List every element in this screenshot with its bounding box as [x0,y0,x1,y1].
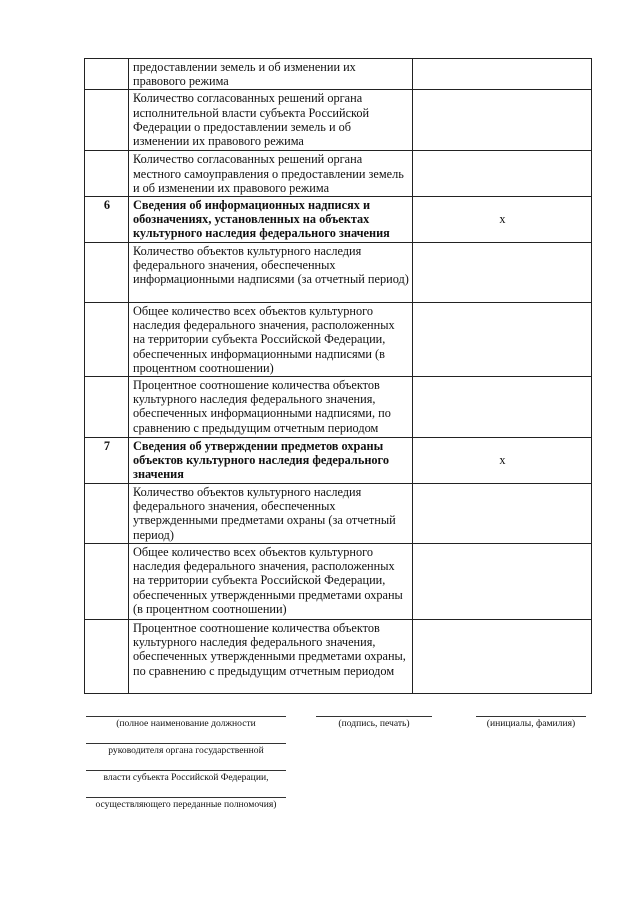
row-number [85,377,129,438]
table-row [85,151,592,197]
indicator-name: Количество согласованных решений органа исполнительной власти субъекта Российской Федерации о предоставлении земель и об изменении их правового режима [129,90,413,151]
table-row [85,438,592,484]
indicator-value: x [413,438,592,484]
position-line-3 [86,770,286,771]
row-number [85,243,129,303]
indicator-name: Общее количество всех объектов культурного наследия федерального значения, расположенных на территории субъекта Российской Федерации, обеспеченных информационными надписями (в процентном соотношении) [129,303,413,377]
initials-caption: (инициалы, фамилия) [486,718,576,729]
indicator-value [413,620,592,694]
indicator-value [413,90,592,151]
signature-line [316,716,432,717]
table-row [85,484,592,544]
indicator-value [413,484,592,544]
indicator-value [413,151,592,197]
indicator-value [413,243,592,303]
indicator-name: Процентное соотношение количества объектов культурного наследия федерального значения, обеспеченных информационными надписями, по сравнению с предыдущим отчетным периодом [129,377,413,438]
position-caption-1: (полное наименование должности [116,718,256,729]
table-row [85,90,592,151]
position-line [86,716,286,717]
indicator-value: x [413,197,592,243]
row-number [85,151,129,197]
position-line-4 [86,797,286,798]
section-heading: Сведения об утверждении предметов охраны объектов культурного наследия федерального значения [129,438,413,484]
report-table-body [85,59,592,694]
table-row [85,620,592,694]
row-number [85,620,129,694]
row-number [85,484,129,544]
indicator-value [413,377,592,438]
table-row [85,59,592,90]
indicator-name: Количество объектов культурного наследия федерального значения, обеспеченных утвержденными предметами охраны (за отчетный период) [129,484,413,544]
indicator-value [413,303,592,377]
table-row [85,197,592,243]
row-number [85,303,129,377]
position-caption-2: руководителя органа государственной [108,745,264,756]
initials-line [476,716,586,717]
indicator-value [413,544,592,620]
row-number [85,544,129,620]
position-caption-4: осуществляющего переданные полномочия) [95,799,277,810]
section-heading: Сведения об информационных надписях и обозначениях, установленных на объектах культурного наследия федерального значения [129,197,413,243]
indicator-name: Количество объектов культурного наследия федерального значения, обеспеченных информационными надписями (за отчетный период) [129,243,413,303]
signature-caption: (подпись, печать) [338,718,410,729]
position-caption-3: власти субъекта Российской Федерации, [103,772,269,783]
indicator-name: предоставлении земель и об изменении их правового режима [129,59,413,90]
table-row [85,303,592,377]
row-number: 7 [85,438,129,484]
indicator-name: Процентное соотношение количества объектов культурного наследия федерального значения, обеспеченных утвержденными предметами охраны, по сравнению с предыдущим отчетным периодом [129,620,413,694]
report-table [84,58,592,694]
row-number: 6 [85,197,129,243]
table-row [85,544,592,620]
position-line-2 [86,743,286,744]
table-row [85,243,592,303]
indicator-name: Общее количество всех объектов культурного наследия федерального значения, расположенных на территории субъекта Российской Федерации, обеспеченных утвержденными предметами охраны (в процентном соотношении) [129,544,413,620]
row-number [85,90,129,151]
indicator-value [413,59,592,90]
indicator-name: Количество согласованных решений органа местного самоуправления о предоставлении земель и об изменении их правового режима [129,151,413,197]
table-row [85,377,592,438]
row-number [85,59,129,90]
